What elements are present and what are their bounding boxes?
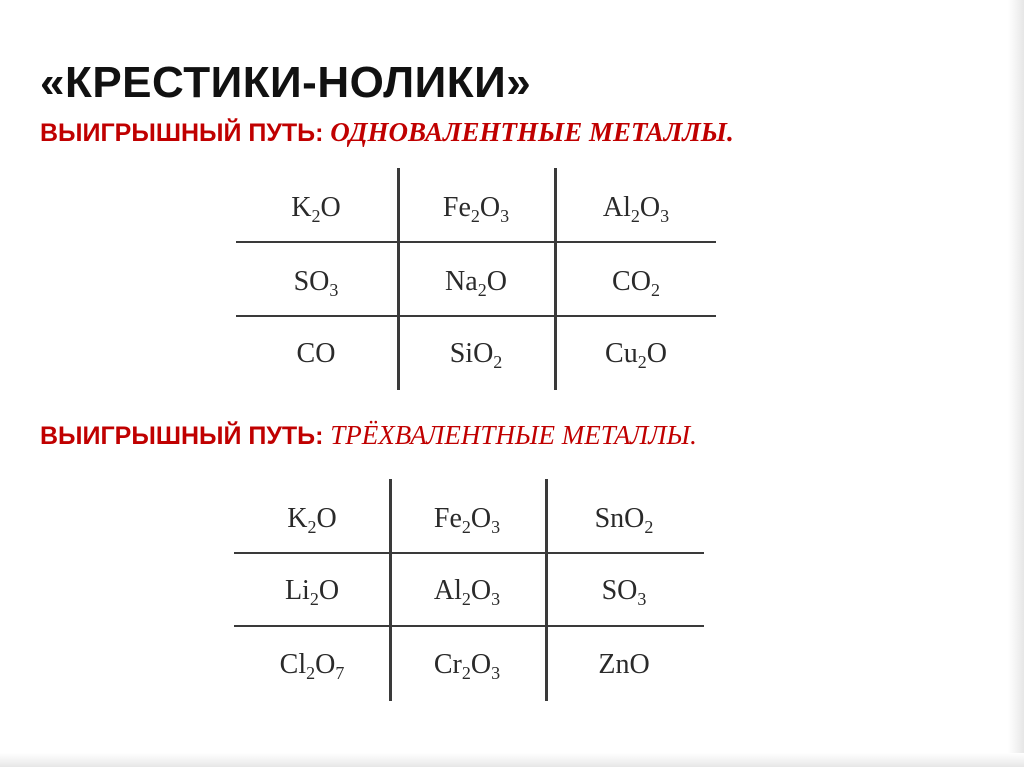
board-1-cell-r2c3 (612, 266, 660, 298)
formula-element: O (479, 192, 501, 223)
formula-subscript: 2 (307, 517, 317, 537)
formula-subscript: 2 (461, 663, 471, 683)
board-2-cell-r1c1 (287, 503, 336, 535)
board-2-cell-r1c3 (595, 503, 654, 535)
board-2-cell-r3c2 (434, 649, 500, 681)
formula-subscript: 7 (335, 663, 345, 683)
board-2-cell-r2c3 (602, 575, 647, 607)
formula-element: Fe (442, 192, 471, 223)
board-2-cell-r3c3 (598, 649, 649, 681)
slide-title: «КРЕСТИКИ-НОЛИКИ» (40, 58, 532, 107)
formula-subscript: 3 (491, 517, 501, 537)
formula-element: Li (284, 575, 310, 606)
formula-element: O (318, 575, 340, 606)
formula-subscript: 2 (477, 280, 487, 300)
formula-element: O (486, 266, 507, 297)
formula-subscript: 2 (644, 517, 654, 537)
formula-element: K (287, 503, 308, 534)
formula-element: Na (445, 266, 478, 297)
board-1-cell-r2c2 (445, 266, 507, 298)
formula-element: O (316, 503, 337, 534)
formula-element: CO (296, 338, 336, 369)
formula-element: O (470, 503, 492, 534)
formula-element: Cr (433, 649, 462, 680)
board-1-cell-r1c3 (603, 192, 669, 224)
formula-subscript: 2 (493, 352, 503, 372)
formula-subscript: 2 (309, 589, 319, 609)
slide-shadow-right (1008, 0, 1024, 767)
formula-subscript: 3 (491, 663, 501, 683)
board-1-cell-r2c1 (294, 266, 339, 298)
formula-element: O (320, 192, 341, 223)
formula-element: O (315, 649, 336, 680)
formula-subscript: 3 (660, 206, 670, 226)
formula-element: SO (293, 266, 330, 297)
board-2-cell-r2c1 (285, 575, 339, 607)
formula-subscript: 2 (637, 352, 647, 372)
board-2-cell-r2c2 (434, 575, 500, 607)
formula-subscript: 2 (306, 663, 316, 683)
board-1-hline-2 (236, 315, 716, 317)
slide-shadow-bottom (0, 753, 1024, 767)
formula-subscript: 2 (461, 517, 471, 537)
formula-element: Cu (605, 338, 638, 369)
formula-subscript: 2 (470, 206, 480, 226)
board-2-hline-2 (234, 625, 704, 627)
winning-path-line-1 (40, 117, 734, 148)
winning-path-label-1: ВЫИГРЫШНЫЙ ПУТЬ: (40, 119, 324, 147)
board-2-cell-r1c2 (434, 503, 500, 535)
board-2-hline-1 (234, 552, 704, 554)
formula-element: Al (433, 575, 462, 606)
board-1-cell-r1c2 (443, 192, 509, 224)
winning-path-value-1: ОДНОВАЛЕНТНЫЕ МЕТАЛЛЫ. (330, 117, 734, 147)
board-1-vline-1 (397, 168, 400, 390)
board-2-vline-1 (389, 479, 392, 701)
formula-element: ZnO (598, 649, 650, 680)
formula-subscript: 2 (630, 206, 640, 226)
formula-subscript: 3 (500, 206, 510, 226)
formula-element: K (291, 192, 312, 223)
formula-element: O (470, 649, 492, 680)
board-1-cell-r3c3 (605, 338, 667, 370)
winning-path-value-2: ТРЁХВАЛЕНТНЫЕ МЕТАЛЛЫ. (330, 420, 697, 450)
formula-subscript: 3 (329, 280, 339, 300)
board-2-cell-r3c1 (280, 649, 345, 681)
board-1-hline-1 (236, 241, 716, 243)
tic-tac-toe-board-2 (234, 479, 704, 701)
formula-element: O (470, 575, 492, 606)
formula-element: SnO (594, 503, 645, 534)
formula-element: Al (602, 192, 631, 223)
formula-element: O (646, 338, 667, 369)
winning-path-line-2 (40, 420, 697, 451)
formula-element: SO (601, 575, 638, 606)
formula-element: Cl (279, 649, 307, 680)
formula-subscript: 3 (637, 589, 647, 609)
board-1-cell-r1c1 (291, 192, 340, 224)
formula-subscript: 2 (311, 206, 321, 226)
board-2-vline-2 (545, 479, 548, 701)
formula-subscript: 3 (491, 589, 501, 609)
tic-tac-toe-board-1 (236, 168, 716, 390)
formula-element: SiO (449, 338, 494, 369)
board-1-cell-r3c1 (297, 338, 336, 370)
formula-subscript: 2 (650, 280, 660, 300)
formula-element: O (639, 192, 661, 223)
winning-path-label-2: ВЫИГРЫШНЫЙ ПУТЬ: (40, 422, 324, 450)
board-1-cell-r3c2 (450, 338, 503, 370)
board-1-vline-2 (554, 168, 557, 390)
formula-subscript: 2 (461, 589, 471, 609)
formula-element: Fe (433, 503, 462, 534)
formula-element: CO (612, 266, 651, 297)
